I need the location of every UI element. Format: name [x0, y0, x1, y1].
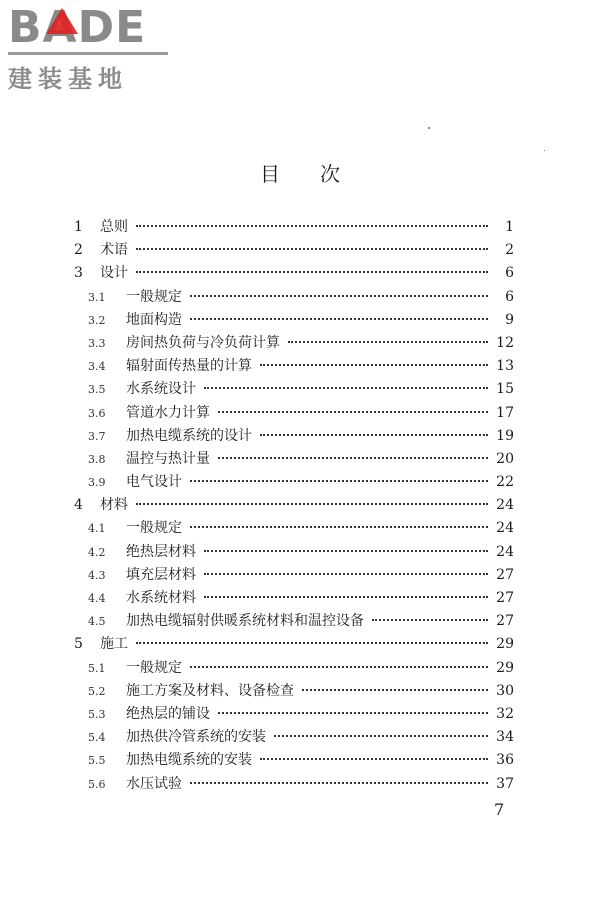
toc-entry-page: 19: [496, 427, 514, 444]
toc-dot-leader: [136, 225, 488, 227]
toc-entry-number: 3.8: [88, 452, 106, 466]
toc-entry-number: 3.3: [88, 336, 106, 350]
toc-entry-title: 术语: [100, 242, 128, 259]
toc-entry-number: 3.2: [88, 313, 106, 327]
logo-wordmark: [8, 2, 178, 53]
toc-entry[interactable]: [68, 564, 514, 587]
toc-entry-page: 24: [496, 543, 514, 560]
toc-entry-page: 24: [496, 520, 514, 537]
toc-entry-number: 5: [74, 636, 83, 653]
toc-entry[interactable]: [68, 610, 514, 633]
toc-entry[interactable]: [68, 332, 514, 355]
toc-entry-page: 13: [496, 358, 514, 375]
toc-entry[interactable]: [68, 703, 514, 726]
logo-word-text: BADE: [8, 2, 147, 53]
toc-entry-title: 加热供冷管系统的安装: [126, 729, 266, 746]
toc-entry-number: 5.3: [88, 707, 106, 721]
toc-heading: 目次: [260, 162, 380, 186]
toc-entry-number: 3.7: [88, 429, 106, 443]
toc-entry[interactable]: [68, 402, 514, 425]
toc-entry-page: 17: [496, 404, 514, 421]
toc-entry[interactable]: [68, 773, 514, 796]
toc-entry-number: 5.4: [88, 731, 106, 745]
toc-entry-title: 水系统设计: [126, 381, 196, 398]
toc-dot-leader: [204, 596, 488, 598]
toc-entry-page: 34: [496, 729, 514, 746]
toc-entry[interactable]: [68, 286, 514, 309]
toc-entry-page: 37: [496, 775, 514, 792]
table-of-contents: [68, 216, 514, 796]
toc-entry[interactable]: [68, 541, 514, 564]
toc-entry[interactable]: [68, 239, 514, 262]
toc-entry-number: 3.9: [88, 476, 106, 490]
toc-entry-title: 辐射面传热量的计算: [126, 358, 252, 375]
toc-entry-number: 4.3: [88, 568, 106, 582]
toc-dot-leader: [190, 295, 488, 297]
toc-dot-leader: [274, 735, 488, 737]
toc-entry-title: 一般规定: [126, 520, 182, 537]
toc-dot-leader: [218, 411, 488, 413]
toc-entry[interactable]: [68, 517, 514, 540]
toc-entry-page: 29: [496, 636, 514, 653]
toc-entry-number: 3.6: [88, 406, 106, 420]
toc-entry-number: 4.4: [88, 592, 106, 605]
toc-entry-title: 管道水力计算: [126, 404, 210, 421]
toc-entry-title: 电气设计: [126, 474, 182, 491]
toc-entry-title: 水系统材料: [126, 590, 196, 606]
toc-dot-leader: [190, 526, 488, 528]
toc-dot-leader: [260, 434, 488, 436]
toc-entry[interactable]: [68, 749, 514, 772]
toc-entry-title: 加热电缆系统的安装: [126, 752, 252, 769]
toc-dot-leader: [136, 503, 488, 505]
toc-entry-number: 1: [74, 219, 83, 235]
toc-entry[interactable]: [68, 355, 514, 378]
toc-entry-title: 绝热层材料: [126, 543, 196, 560]
toc-entry-number: 3.1: [88, 290, 106, 304]
toc-entry-title: 填充层材料: [126, 566, 196, 583]
toc-dot-leader: [260, 758, 488, 760]
toc-entry-title: 水压试验: [126, 775, 182, 792]
toc-entry[interactable]: [68, 471, 514, 494]
toc-entry-page: 20: [496, 450, 514, 467]
toc-entry[interactable]: [68, 262, 514, 285]
toc-entry-number: 5.2: [88, 684, 106, 698]
toc-entry-title: 加热电缆系统的设计: [126, 427, 252, 444]
toc-dot-leader: [136, 642, 488, 644]
scan-speck: [428, 127, 430, 129]
toc-dot-leader: [218, 457, 488, 459]
toc-dot-leader: [372, 619, 488, 621]
toc-entry-number: 5.5: [88, 754, 106, 768]
scan-speck: [544, 150, 545, 151]
toc-dot-leader: [204, 387, 488, 389]
toc-entry-page: 1: [505, 219, 514, 235]
toc-entry-title: 一般规定: [126, 288, 182, 305]
toc-entry[interactable]: [68, 378, 514, 401]
toc-entry[interactable]: [68, 726, 514, 749]
page-number: 7: [494, 800, 505, 819]
logo-subtitle: 建装基地: [8, 65, 128, 93]
toc-entry-title: 温控与热计量: [126, 450, 210, 467]
toc-dot-leader: [288, 341, 488, 343]
toc-entry-page: 27: [496, 613, 514, 630]
toc-dot-leader: [190, 782, 488, 784]
toc-entry-title: 地面构造: [126, 311, 182, 328]
toc-entry-title: 总则: [100, 219, 128, 235]
toc-entry-page: 6: [505, 265, 514, 282]
toc-dot-leader: [190, 318, 488, 320]
toc-entry-number: 3.4: [88, 360, 106, 374]
toc-entry-page: 27: [496, 566, 514, 583]
toc-entry[interactable]: [68, 309, 514, 332]
toc-entry[interactable]: [68, 633, 514, 656]
toc-entry-page: 29: [496, 659, 514, 676]
toc-dot-leader: [302, 689, 488, 691]
toc-entry[interactable]: [68, 448, 514, 471]
toc-entry-title: 一般规定: [126, 659, 182, 676]
toc-dot-leader: [204, 550, 488, 552]
toc-entry-page: 30: [496, 682, 514, 699]
toc-dot-leader: [260, 364, 488, 366]
toc-entry-number: 2: [74, 242, 83, 259]
toc-entry-title: 加热电缆辐射供暖系统材料和温控设备: [126, 613, 364, 630]
toc-entry-page: 12: [496, 334, 514, 351]
toc-entry[interactable]: [68, 587, 514, 610]
toc-dot-leader: [204, 573, 488, 575]
toc-dot-leader: [190, 666, 488, 668]
toc-entry[interactable]: [68, 680, 514, 703]
toc-entry-page: 36: [496, 752, 514, 769]
toc-entry[interactable]: [68, 425, 514, 448]
toc-entry-title: 施工方案及材料、设备检查: [126, 682, 294, 699]
toc-entry[interactable]: [68, 494, 514, 517]
toc-entry-number: 4.2: [88, 545, 106, 559]
toc-entry-page: 27: [496, 590, 514, 606]
toc-entry-title: 房间热负荷与冷负荷计算: [126, 334, 280, 351]
toc-entry-page: 15: [496, 381, 514, 398]
toc-entry-number: 3: [74, 265, 83, 282]
toc-entry-title: 施工: [100, 636, 128, 653]
toc-entry-page: 32: [496, 705, 514, 722]
bade-logo: [8, 2, 178, 94]
logo-red-triangle-icon: [46, 8, 78, 34]
toc-entry-page: 24: [496, 497, 514, 514]
toc-entry-title: 绝热层的铺设: [126, 705, 210, 722]
toc-entry-number: 4.1: [88, 522, 106, 536]
toc-dot-leader: [190, 480, 488, 482]
toc-entry-number: 4.5: [88, 615, 106, 629]
toc-entry-page: 9: [505, 311, 514, 328]
toc-entry-title: 材料: [100, 497, 128, 514]
toc-dot-leader: [136, 271, 488, 273]
toc-entry-page: 22: [496, 474, 514, 491]
toc-entry[interactable]: [68, 657, 514, 680]
toc-entry-page: 6: [505, 288, 514, 305]
toc-dot-leader: [218, 712, 488, 714]
toc-entry-number: 4: [74, 497, 83, 514]
toc-entry[interactable]: [68, 216, 514, 239]
toc-entry-number: 3.5: [88, 383, 106, 397]
toc-entry-number: 5.1: [88, 661, 106, 675]
toc-entry-page: 2: [505, 242, 514, 259]
toc-entry-number: 5.6: [88, 777, 106, 791]
toc-dot-leader: [136, 248, 488, 250]
toc-entry-title: 设计: [100, 265, 128, 282]
